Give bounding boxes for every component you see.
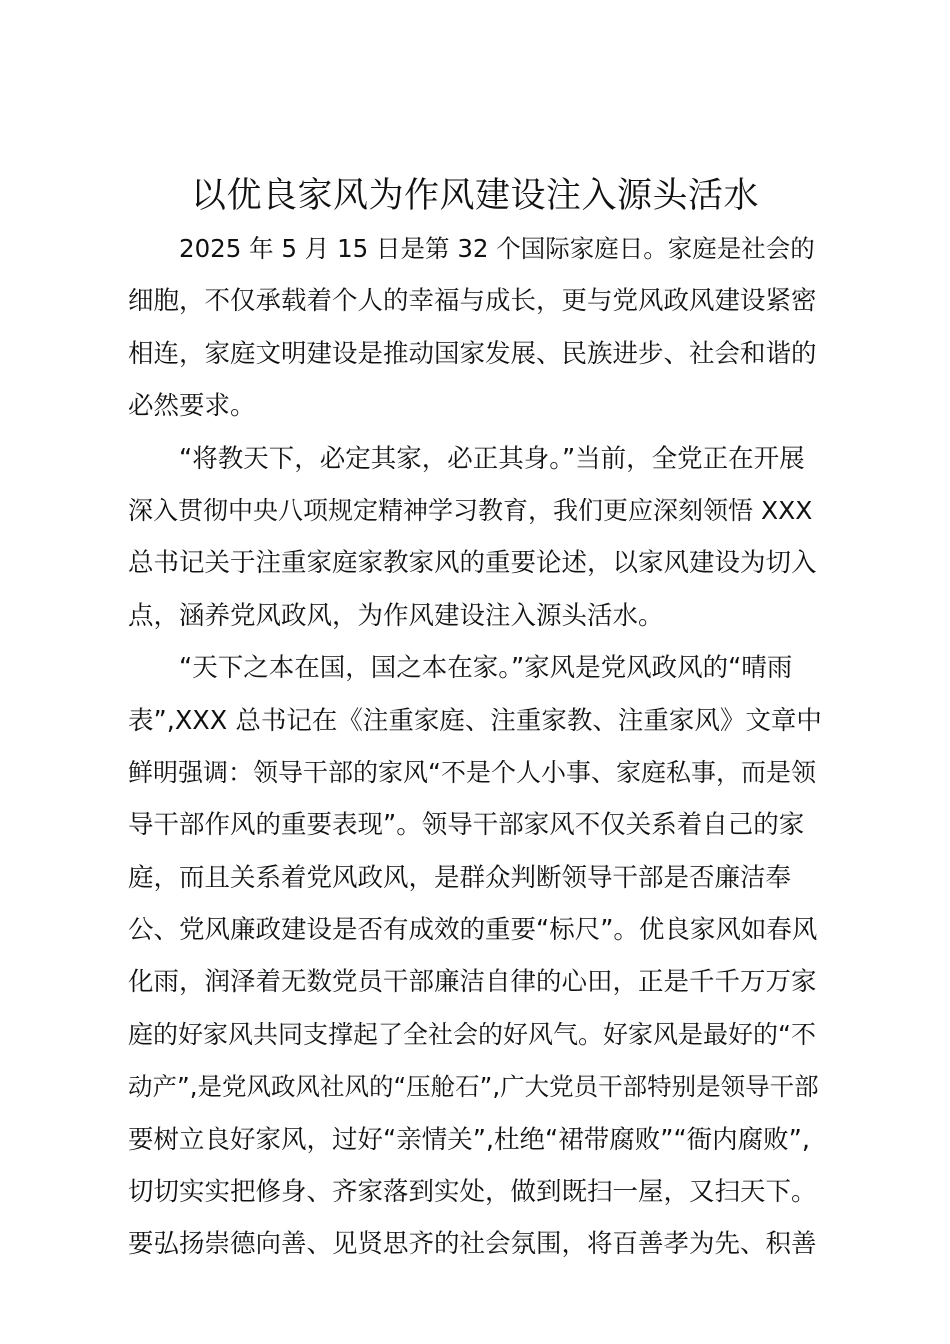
paragraph-line: 化雨，润泽着无数党员干部廉洁自律的心田，正是千千万万家 bbox=[128, 967, 817, 998]
document-title: 以优良家风为作风建设注入源头活水 bbox=[190, 176, 759, 216]
paragraph-line: 要弘扬崇德向善、见贤思齐的社会氛围，将百善孝为先、积善 bbox=[128, 1229, 817, 1260]
paragraph-line: 深入贯彻中央八项规定精神学习教育，我们更应深刻领悟 XXX bbox=[128, 495, 813, 525]
paragraph-line: 2025 年 5 月 15 日是第 32 个国际家庭日。家庭是社会的 bbox=[179, 234, 815, 263]
paragraph-line: 动产”,是党风政风社风的“压舱石”,广大党员干部特别是领导干部 bbox=[128, 1072, 819, 1102]
paragraph-line: 庭的好家风共同支撑起了全社会的好风气。好家风是最好的“不 bbox=[128, 1019, 816, 1049]
paragraph-line: “天下之本在国，国之本在家。”家风是党风政风的“晴雨 bbox=[179, 653, 793, 684]
paragraph-line: 相连，家庭文明建设是推动国家发展、民族进步、社会和谐的 bbox=[128, 338, 817, 369]
paragraph-line: 必然要求。 bbox=[128, 391, 256, 422]
paragraph-line: 鲜明强调：领导干部的家风“不是个人小事、家庭私事，而是领 bbox=[128, 757, 816, 787]
paragraph-line: “将教天下，必定其家，必正其身。”当前，全党正在开展 bbox=[179, 443, 805, 474]
paragraph-line: 点，涵养党风政风，为作风建设注入源头活水。 bbox=[128, 600, 664, 631]
document-body bbox=[128, 223, 824, 1271]
paragraph-line: 要树立良好家风，过好“亲情关”,杜绝“裙带腐败”“衙内腐败”, bbox=[128, 1124, 810, 1155]
paragraph-line: 导干部作风的重要表现”。领导干部家风不仅关系着自己的家 bbox=[128, 810, 805, 841]
paragraph-line: 细胞，不仅承载着个人的幸福与成长，更与党风政风建设紧密 bbox=[128, 286, 817, 317]
paragraph-line: 公、党风廉政建设是否有成效的重要“标尺”。优良家风如春风 bbox=[128, 915, 818, 946]
paragraph-line: 庭，而且关系着党风政风，是群众判断领导干部是否廉洁奉 bbox=[128, 862, 792, 893]
paragraph-line: 切切实实把修身、齐家落到实处，做到既扫一屋，又扫天下。 bbox=[128, 1177, 817, 1208]
paragraph-line: 总书记关于注重家庭家教家风的重要论述，以家风建设为切入 bbox=[128, 548, 817, 579]
paragraph-line: 表”,XXX 总书记在《注重家庭、注重家教、注重家风》文章中 bbox=[128, 705, 822, 736]
